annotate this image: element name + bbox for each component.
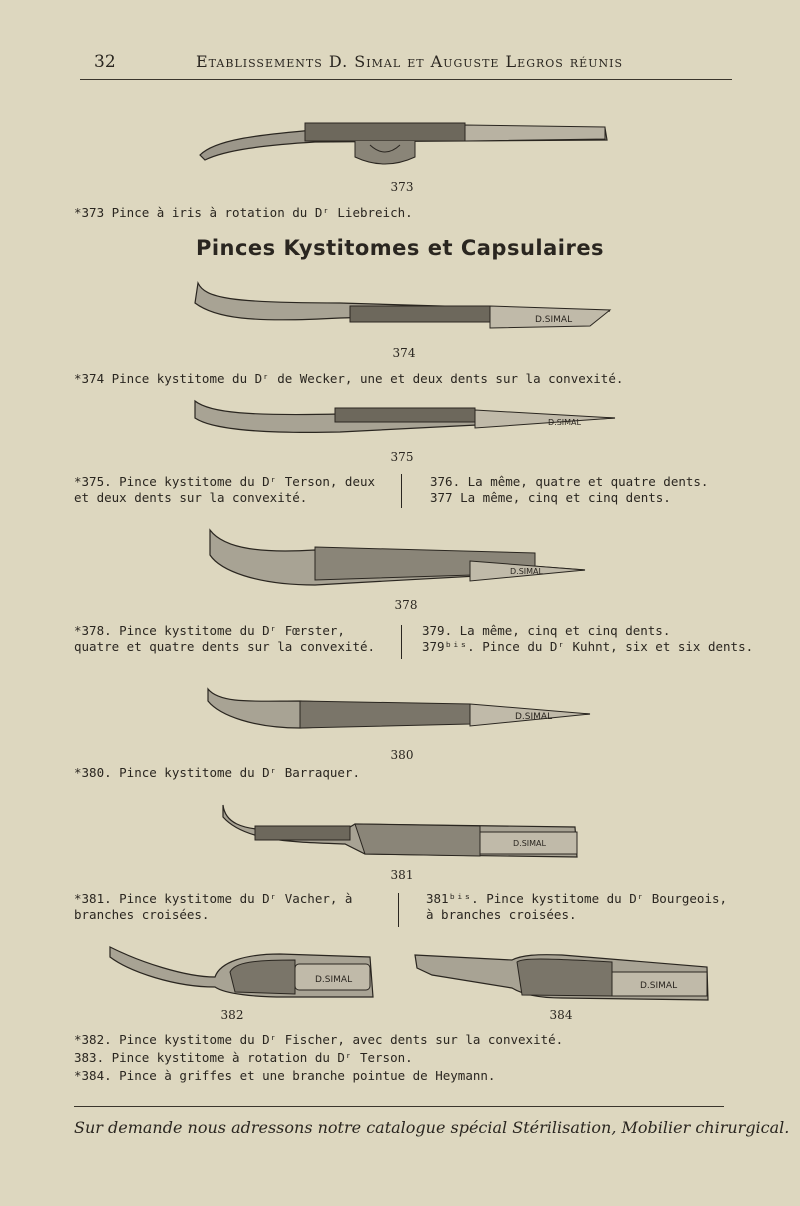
figure-number-375: 375 [390,450,414,464]
figure-number-381: 381 [390,868,414,882]
stamp-381: D.SIMAL [513,839,546,848]
caption-divider [401,474,402,508]
caption-381: *381. Pince kystitome du Dʳ Vacher, à branches croisées. [74,891,353,922]
forceps-373-illustration [195,115,615,175]
stamp-384: D.SIMAL [640,981,678,991]
stamp-380: D.SIMAL [515,712,553,722]
section-title: Pinces Kystitomes et Capsulaires [195,236,605,260]
figure-number-378: 378 [394,598,418,612]
caption-378: *378. Pince kystitome du Dʳ Fœrster, quatre et quatre dents sur la convexité. [74,623,376,654]
forceps-382-illustration [105,942,380,1004]
footer-note: Sur demande nous adressons notre catalogue spécial Stérilisation, Mobilier chirurgical. [74,1118,790,1137]
caption-382: *382. Pince kystitome du Dʳ Fischer, avec dents sur la convexité. [74,1032,564,1047]
figure-number-380: 380 [390,748,414,762]
forceps-381-illustration [215,802,585,862]
caption-374: *374 Pince kystitome du Dʳ de Wecker, une et deux dents sur la convexité. [74,371,624,386]
caption-375: *375. Pince kystitome du Dʳ Terson, deux et deux dents sur la convexité. [74,474,376,505]
stamp-378: D.SIMAL [510,567,543,576]
figure-number-373: 373 [390,180,414,194]
forceps-378-illustration [205,525,595,593]
caption-376: 376. La même, quatre et quatre dents. [430,474,709,489]
forceps-384-illustration [412,950,712,1002]
forceps-375-illustration [190,398,620,443]
figure-number-374: 374 [392,346,416,360]
caption-373: *373 Pince à iris à rotation du Dʳ Liebreich. [74,205,413,220]
caption-384: *384. Pince à griffes et une branche pointue de Heymann. [74,1068,496,1083]
forceps-374-illustration [190,278,620,338]
stamp-382: D.SIMAL [315,975,353,985]
caption-divider [398,893,399,927]
caption-379bis: 379ᵇⁱˢ. Pince du Dʳ Kuhnt, six et six dents. [422,639,754,654]
caption-379: 379. La même, cinq et cinq dents. [422,623,671,638]
forceps-380-illustration [205,686,595,736]
figure-number-384: 384 [549,1008,573,1022]
header-title: Etablissements D. Simal et Auguste Legros réunis [196,52,623,71]
footer-rule [74,1106,724,1107]
caption-380: *380. Pince kystitome du Dʳ Barraquer. [74,765,360,780]
stamp-374: D.SIMAL [535,315,573,325]
stamp-375: D.SIMAL [548,418,581,427]
figure-number-382: 382 [220,1008,244,1022]
caption-377: 377 La même, cinq et cinq dents. [430,490,671,505]
caption-381bis: 381ᵇⁱˢ. Pince kystitome du Dʳ Bourgeois, à branches croisées. [426,891,728,922]
header-rule [80,79,732,80]
page-number: 32 [94,52,116,72]
page-header [0,52,800,76]
caption-383: 383. Pince kystitome à rotation du Dʳ Terson. [74,1050,413,1065]
caption-divider [401,625,402,659]
